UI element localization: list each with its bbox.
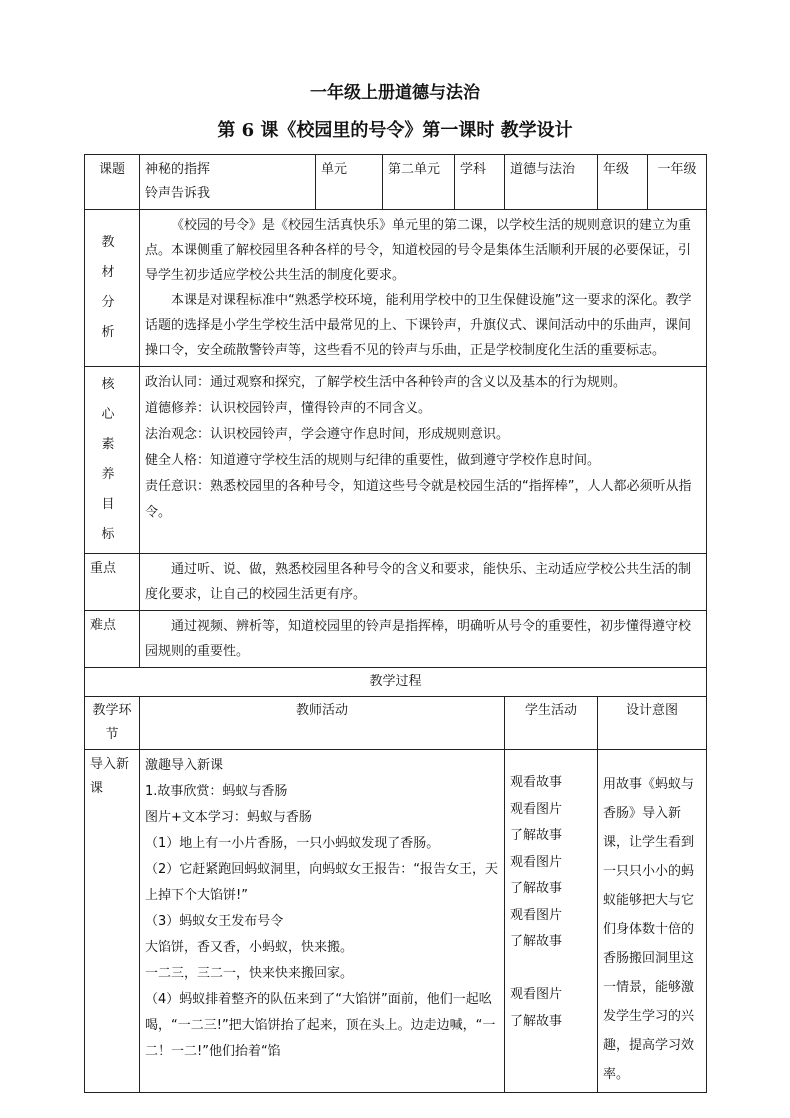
student-line: 了解故事 — [510, 828, 563, 843]
topic-line-2: 铃声告诉我 — [145, 186, 211, 201]
teacher-line: 激趣导入新课 — [145, 758, 224, 773]
goals-label: 核 心 素 养 目 标 — [85, 367, 140, 554]
column-header-phase: 教学环节 — [85, 697, 140, 750]
student-line: 观看图片 — [510, 801, 563, 817]
teacher-activity — [140, 750, 505, 1093]
student-activity — [505, 750, 598, 1093]
key-point-label: 重点 — [85, 554, 140, 611]
key-point-row — [85, 554, 707, 611]
document-subtitle: 第 6 课《校园里的号令》第一课时 教学设计 — [217, 120, 573, 141]
teacher-line: 1.故事欣赏：蚂蚁与香肠 — [145, 784, 288, 799]
difficulty-text: 通过视频、辨析等，知道校园里的铃声是指挥棒，明确听从号令的重要性，初步懂得遵守校园规则的重要性。 — [140, 611, 707, 668]
analysis-paragraph-2: 本课是对课程标准中“熟悉学校环境，能利用学校中的卫生保健设施”这一要求的深化。教学话题的选择是小学生学校生活中最常见的上、下课铃声，升旗仪式、课间活动中的乐曲声，课间操口令，安全疏散警铃声等，这些看不见的铃声与乐曲，正是学校制度化生活的重要标志。 — [145, 293, 692, 358]
teacher-line: 图片+文本学习：蚂蚁与香肠 — [145, 810, 312, 825]
info-row — [85, 155, 707, 210]
student-line: 观看图片 — [510, 854, 563, 870]
teacher-line: （2）它赶紧跑回蚂蚁洞里，向蚂蚁女王报告：“报告女王，天上掉下个大馅饼!” — [145, 862, 499, 903]
column-header-design: 设计意图 — [598, 697, 707, 750]
teacher-line: 大馅饼，香又香，小蚂蚁，快来搬。 — [145, 940, 354, 955]
student-line: 观看图片 — [510, 907, 563, 923]
subject-value: 道德与法治 — [505, 155, 598, 210]
grade-label: 年级 — [598, 155, 648, 210]
topic-line-1: 神秘的指挥 — [145, 162, 211, 177]
column-header-teacher: 教师活动 — [140, 697, 505, 750]
goals-row — [85, 367, 707, 554]
subject-label: 学科 — [455, 155, 505, 210]
design-intent: 用故事《蚂蚁与香肠》导入新课，让学生看到一只只小小的蚂蚁能够把大与它们身体数十倍的香肠搬回洞里这一情景，能够激发学生学习的兴趣，提高学习效率。 — [598, 750, 707, 1093]
student-line: 了解故事 — [510, 1013, 563, 1029]
analysis-paragraph-1: 《校园的号令》是《校园生活真快乐》单元里的第二课，以学校生活的规则意识的建立为重点。本课侧重了解校园里各种各样的号令，知道校园的号令是集体生活顺利开展的必要保证，引导学生初步适应学校公共生活的制度化要求。 — [145, 218, 692, 283]
topic-value — [140, 155, 316, 210]
student-line: 观看故事 — [510, 775, 563, 790]
teacher-line: （3）蚂蚁女王发布号令 — [145, 914, 284, 929]
student-line: 观看图片 — [510, 987, 563, 1002]
unit-value: 第二单元 — [383, 155, 455, 210]
student-line: 了解故事 — [510, 881, 563, 896]
teacher-line: 一二三，三二一，快来快来搬回家。 — [145, 966, 354, 981]
student-line-spacer — [510, 956, 592, 983]
document-title: 一年级上册道德与法治 — [310, 83, 480, 103]
process-title-row — [85, 668, 707, 697]
topic-label: 课题 — [85, 155, 140, 210]
analysis-content — [140, 210, 707, 367]
difficulty-label: 难点 — [85, 611, 140, 668]
analysis-row — [85, 210, 707, 367]
goal-item: 政治认同：通过观察和探究，了解学校生活中各种铃声的含义以及基本的行为规则。 — [145, 375, 627, 390]
unit-label: 单元 — [316, 155, 383, 210]
goal-item: 责任意识：熟悉校园里的各种号令，知道这些号令就是校园生活的“指挥棒”，人人都必须听从指令。 — [145, 479, 692, 520]
key-point-text: 通过听、说、做，熟悉校园里各种号令的含义和要求，能快乐、主动适应学校公共生活的制度化要求，让自己的校园生活更有序。 — [140, 554, 707, 611]
process-title: 教学过程 — [85, 668, 707, 697]
process-header-row — [85, 697, 707, 750]
process-row — [85, 750, 707, 1093]
difficulty-row — [85, 611, 707, 668]
teacher-line: （4）蚂蚁排着整齐的队伍来到了“大馅饼”面前，他们一起吆喝，“一二三!”把大馅饼抬了起来，顶在头上。边走边喊，“一二！一二!”他们抬着“馅 — [145, 992, 496, 1059]
grade-value: 一年级 — [648, 155, 707, 210]
goal-item: 健全人格：知道遵守学校生活的规则与纪律的重要性，做到遵守学校作息时间。 — [145, 453, 601, 468]
teacher-line: （1）地上有一小片香肠，一只小蚂蚁发现了香肠。 — [145, 836, 440, 851]
goal-item: 道德修养：认识校园铃声，懂得铃声的不同含义。 — [145, 401, 432, 416]
student-line: 了解故事 — [510, 934, 563, 949]
goal-item: 法治观念：认识校园铃声，学会遵守作息时间，形成规则意识。 — [145, 427, 510, 442]
column-header-student: 学生活动 — [505, 697, 598, 750]
lesson-plan-table — [84, 154, 707, 1093]
analysis-label: 教 材 分 析 — [85, 210, 140, 367]
goals-content — [140, 367, 707, 554]
phase-cell: 导入新课 — [85, 750, 140, 1093]
